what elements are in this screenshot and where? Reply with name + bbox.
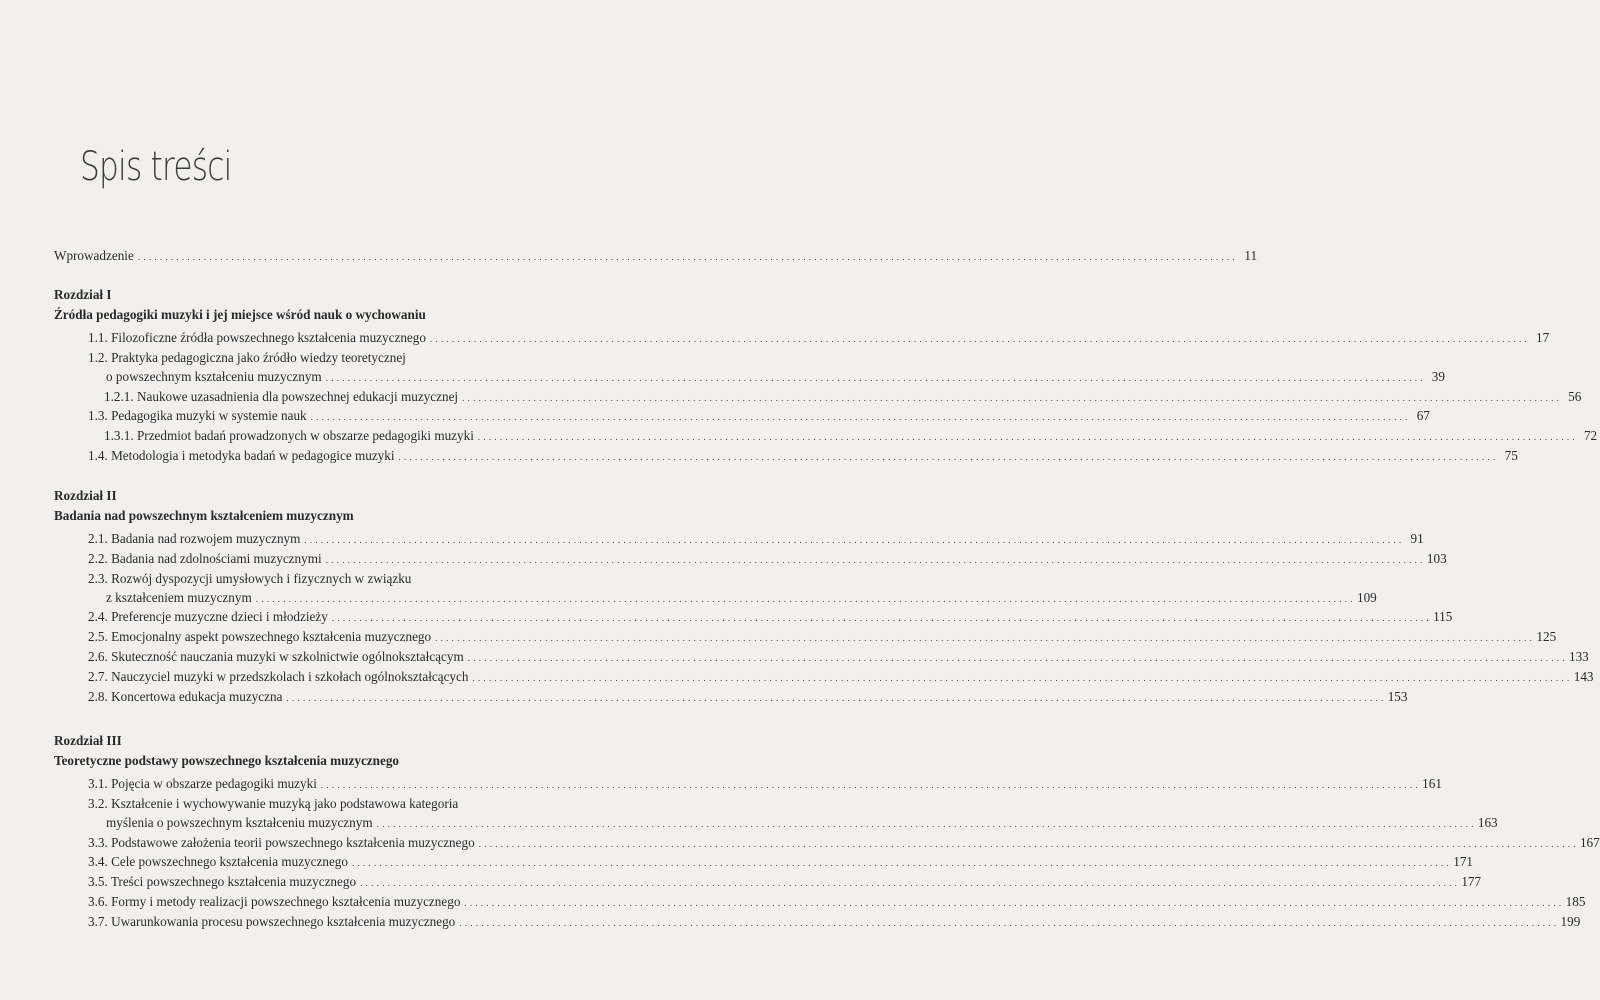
toc-entry-number: 1.1.	[88, 330, 108, 345]
toc-entry-page: 153	[1387, 688, 1408, 704]
toc-entry	[88, 913, 1581, 932]
toc-entry	[106, 368, 1445, 387]
toc-entry	[88, 628, 1557, 647]
toc-entry	[88, 329, 1550, 348]
toc-entry-number: 1.4.	[88, 448, 108, 463]
toc-entry-text-wrap	[88, 688, 282, 706]
toc-entry-text-wrap	[88, 608, 328, 626]
toc-entry-text: Treści powszechnego kształcenia muzycznego	[110, 874, 357, 890]
chapter-label: Rozdział I	[54, 287, 112, 302]
toc-entry-text: Podstawowe założenia teorii powszechnego kształcenia muzycznego	[111, 834, 475, 850]
chapter-label: Rozdział III	[54, 733, 122, 748]
toc-entry-number: 3.6.	[88, 894, 108, 909]
toc-entry-text-wrap	[104, 427, 474, 445]
toc-entry-page: 72	[1583, 428, 1598, 444]
toc-entry-page: 56	[1568, 388, 1582, 404]
toc-entry-number: 3.3.	[88, 834, 108, 850]
leader-dots: . . . . . . . . . . . . . . . . . . . . . . . . . . . . . . . . . . . . . . . . . . . . . . . . . . . . . . . . . . . . . . . . . . . . . . . . . . . . . . . . . . . . . . . . . . . . . . . . . . . . . . . . . . . . . . . . . . . . . . . . . . . . . . . . . . . . . . . . . . . . . . . . . . . . . . . . . . . . . . . . . . . . . . . . . . . . . . . . . . . . . . . . . . . . . . . . . . . . . . . .	[472, 672, 1570, 683]
toc-entry-number: 2.6.	[88, 649, 108, 664]
toc-entry	[88, 688, 1408, 707]
toc-entry-text-wrap	[88, 893, 460, 911]
toc-entry	[88, 893, 1586, 912]
toc-entry	[88, 853, 1474, 872]
toc-entry-text: Naukowe uzasadnienia dla powszechnej edukacji muzycznej	[136, 388, 459, 404]
chapter-title: Badania nad powszechnym kształceniem muzycznym	[54, 508, 354, 523]
toc-entry-number: 1.2.1.	[104, 388, 134, 404]
toc-entry-text: z kształceniem muzycznym	[106, 589, 252, 605]
toc-entry-page: 109	[1356, 589, 1377, 605]
toc-entry-text-wrap	[88, 775, 317, 793]
toc-entry-page: 125	[1536, 629, 1557, 645]
chapter-title: Teoretyczne podstawy powszechnego kształcenia muzycznego	[54, 753, 400, 768]
toc-entry-text: Formy i metody realizacji powszechnego kształcenia muzycznego	[111, 894, 461, 909]
leader-dots: . . . . . . . . . . . . . . . . . . . . . . . . . . . . . . . . . . . . . . . . . . . . . . . . . . . . . . . . . . . . . . . . . . . . . . . . . . . . . . . . . . . . . . . . . . . . . . . . . . . . . . . . . . . . . . . . . . . . . . . . . . . . . . . . . . . . . . . . . . . . . . . . . . . . . . . . . . . . . . . . . . . . . . . . . . . . . . . . . . . . . . . . . . . . . . . . . . . . . . . .	[304, 535, 1402, 545]
toc-entry-page: 185	[1565, 894, 1586, 909]
toc-entry-page: 17	[1536, 330, 1550, 345]
toc-entry-text: Rozwój dyspozycji umysłowych i fizycznych w związku	[111, 570, 412, 586]
toc-entry-text: Badania nad rozwojem muzycznym	[111, 531, 301, 546]
leader-dots: . . . . . . . . . . . . . . . . . . . . . . . . . . . . . . . . . . . . . . . . . . . . . . . . . . . . . . . . . . . . . . . . . . . . . . . . . . . . . . . . . . . . . . . . . . . . . . . . . . . . . . . . . . . . . . . . . . . . . . . . . . . . . . . . . . . . . . . . . . . . . . . . . . . . . . . . . . . . . . . . . . . . . . . . . . . . . . . . . . . . . . . . . . . . . . . . . . . . . . . .	[435, 633, 1533, 644]
toc-entry-number: 2.3.	[88, 570, 108, 586]
toc-entry-number: 1.3.	[88, 408, 108, 424]
toc-entry-text: Nauczyciel muzyki w przedszkolach i szkołach ogólnokształcących	[111, 668, 469, 684]
toc-entry-page: 11	[1244, 248, 1258, 263]
toc-entry-text: Badania nad zdolnościami muzycznymi	[111, 550, 322, 566]
leader-dots: . . . . . . . . . . . . . . . . . . . . . . . . . . . . . . . . . . . . . . . . . . . . . . . . . . . . . . . . . . . . . . . . . . . . . . . . . . . . . . . . . . . . . . . . . . . . . . . . . . . . . . . . . . . . . . . . . . . . . . . . . . . . . . . . . . . . . . . . . . . . . . . . . . . . . . . . . . . . . . . . . . . . . . . . . . . . . . . . . . . . . . . . . . . . . . . . . . . . . . . .	[429, 334, 1528, 344]
toc-entry	[88, 530, 1424, 549]
toc-entry-text: Koncertowa edukacja muzyczna	[111, 688, 283, 704]
leader-dots: . . . . . . . . . . . . . . . . . . . . . . . . . . . . . . . . . . . . . . . . . . . . . . . . . . . . . . . . . . . . . . . . . . . . . . . . . . . . . . . . . . . . . . . . . . . . . . . . . . . . . . . . . . . . . . . . . . . . . . . . . . . . . . . . . . . . . . . . . . . . . . . . . . . . . . . . . . . . . . . . . . . . . . . . . . . . . . . . . . . . . . . . . . . . . . . . . . . . . . . .	[464, 898, 1562, 908]
toc-entry-number: 1.2.	[88, 349, 108, 365]
toc-entry-text: Uwarunkowania procesu powszechnego kształcenia muzycznego	[111, 913, 456, 929]
toc-entry-number: 3.2.	[88, 795, 108, 811]
leader-dots: . . . . . . . . . . . . . . . . . . . . . . . . . . . . . . . . . . . . . . . . . . . . . . . . . . . . . . . . . . . . . . . . . . . . . . . . . . . . . . . . . . . . . . . . . . . . . . . . . . . . . . . . . . . . . . . . . . . . . . . . . . . . . . . . . . . . . . . . . . . . . . . . . . . . . . . . . . . . . . . . . . . . . . . . . . . . . . . . . . . . . . . . . . . . . . . . . . . . . . . .	[478, 838, 1576, 849]
toc-entry	[54, 247, 1258, 266]
toc-entry-number: 2.1.	[88, 531, 108, 546]
leader-dots: . . . . . . . . . . . . . . . . . . . . . . . . . . . . . . . . . . . . . . . . . . . . . . . . . . . . . . . . . . . . . . . . . . . . . . . . . . . . . . . . . . . . . . . . . . . . . . . . . . . . . . . . . . . . . . . . . . . . . . . . . . . . . . . . . . . . . . . . . . . . . . . . . . . . . . . . . . . . . . . . . . . . . . . . . . . . . . . . . . . . . . . . . . . . . . . . . . . . . . . .	[255, 593, 1353, 604]
toc-entry-line	[88, 570, 411, 588]
toc-entry-number: 2.2.	[88, 550, 108, 566]
toc-entry	[88, 873, 1482, 892]
toc-entry-number: 3.4.	[88, 854, 108, 870]
toc-entry	[104, 388, 1582, 407]
toc-entry	[88, 648, 1589, 667]
toc-entry	[88, 608, 1453, 627]
toc-entry-text: Emocjonalny aspekt powszechnego kształcenia muzycznego	[111, 629, 432, 645]
toc-entry-page: 75	[1504, 448, 1518, 463]
toc-entry	[106, 589, 1377, 608]
toc-entry-text-wrap	[104, 388, 458, 406]
toc-entry-text: Metodologia i metodyka badań w pedagogice muzyki	[111, 448, 395, 463]
toc-entry	[104, 427, 1598, 446]
toc-entry-page: 91	[1410, 531, 1424, 546]
toc-entry-text-wrap	[88, 648, 464, 666]
toc-entry-text-wrap	[88, 550, 322, 568]
leader-dots: . . . . . . . . . . . . . . . . . . . . . . . . . . . . . . . . . . . . . . . . . . . . . . . . . . . . . . . . . . . . . . . . . . . . . . . . . . . . . . . . . . . . . . . . . . . . . . . . . . . . . . . . . . . . . . . . . . . . . . . . . . . . . . . . . . . . . . . . . . . . . . . . . . . . . . . . . . . . . . . . . . . . . . . . . . . . . . . . . . . . . . . . . . . . . . . . . . . . . . . .	[331, 613, 1430, 624]
leader-dots: . . . . . . . . . . . . . . . . . . . . . . . . . . . . . . . . . . . . . . . . . . . . . . . . . . . . . . . . . . . . . . . . . . . . . . . . . . . . . . . . . . . . . . . . . . . . . . . . . . . . . . . . . . . . . . . . . . . . . . . . . . . . . . . . . . . . . . . . . . . . . . . . . . . . . . . . . . . . . . . . . . . . . . . . . . . . . . . . . . . . . . . . . . . . . . . . . . . . . . . .	[286, 692, 1384, 703]
toc-entry	[88, 447, 1518, 466]
toc-entry	[106, 814, 1498, 833]
leader-dots: . . . . . . . . . . . . . . . . . . . . . . . . . . . . . . . . . . . . . . . . . . . . . . . . . . . . . . . . . . . . . . . . . . . . . . . . . . . . . . . . . . . . . . . . . . . . . . . . . . . . . . . . . . . . . . . . . . . . . . . . . . . . . . . . . . . . . . . . . . . . . . . . . . . . . . . . . . . . . . . . . . . . . . . . . . . . . . . . . . . . . . . . . . . . . . . . . . . . . . . .	[320, 780, 1419, 790]
toc-entry-text: Pojęcia w obszarze pedagogiki muzyki	[111, 776, 317, 791]
toc-entry-page: 133	[1568, 649, 1589, 664]
toc-entry-text: Przedmiot badań prowadzonych w obszarze pedagogiki muzyki	[136, 428, 474, 444]
leader-dots: . . . . . . . . . . . . . . . . . . . . . . . . . . . . . . . . . . . . . . . . . . . . . . . . . . . . . . . . . . . . . . . . . . . . . . . . . . . . . . . . . . . . . . . . . . . . . . . . . . . . . . . . . . . . . . . . . . . . . . . . . . . . . . . . . . . . . . . . . . . . . . . . . . . . . . . . . . . . . . . . . . . . . . . . . . . . . . . . . . . . . . . . . . . . . . . . . . . . . . . .	[360, 878, 1458, 889]
toc-entry-number: 1.3.1.	[104, 428, 134, 444]
toc-entry-number: 2.8.	[88, 688, 108, 704]
leader-dots: . . . . . . . . . . . . . . . . . . . . . . . . . . . . . . . . . . . . . . . . . . . . . . . . . . . . . . . . . . . . . . . . . . . . . . . . . . . . . . . . . . . . . . . . . . . . . . . . . . . . . . . . . . . . . . . . . . . . . . . . . . . . . . . . . . . . . . . . . . . . . . . . . . . . . . . . . . . . . . . . . . . . . . . . . . . . . . . . . . . . . . . . . . . . . . . . . . . . . . . .	[376, 818, 1474, 829]
toc-entry-text: Pedagogika muzyki w systemie nauk	[111, 408, 307, 424]
page-title: Spis treści	[80, 144, 232, 190]
toc-entry-text-wrap	[88, 913, 455, 931]
toc-entry-text-wrap	[88, 834, 475, 852]
toc-entry-page: 167	[1579, 834, 1600, 850]
toc-entry-text: Filozoficzne źródła powszechnego kształcenia muzycznego	[111, 330, 426, 345]
leader-dots: . . . . . . . . . . . . . . . . . . . . . . . . . . . . . . . . . . . . . . . . . . . . . . . . . . . . . . . . . . . . . . . . . . . . . . . . . . . . . . . . . . . . . . . . . . . . . . . . . . . . . . . . . . . . . . . . . . . . . . . . . . . . . . . . . . . . . . . . . . . . . . . . . . . . . . . . . . . . . . . . . . . . . . . . . . . . . . . . . . . . . . . . . . . . . . . . . . . . . . . .	[459, 917, 1557, 928]
toc-entry-number: 3.7.	[88, 913, 108, 929]
toc-entry-number: 3.5.	[88, 874, 108, 890]
toc-entry-page: 163	[1477, 814, 1498, 830]
toc-entry-number: 2.7.	[88, 668, 108, 684]
toc-entry	[88, 834, 1600, 853]
toc-entry-page: 161	[1422, 776, 1442, 791]
toc-entry-text-wrap	[88, 853, 348, 871]
toc-entry-text-wrap	[88, 628, 431, 646]
toc-entry-page: 115	[1433, 609, 1453, 625]
leader-dots: . . . . . . . . . . . . . . . . . . . . . . . . . . . . . . . . . . . . . . . . . . . . . . . . . . . . . . . . . . . . . . . . . . . . . . . . . . . . . . . . . . . . . . . . . . . . . . . . . . . . . . . . . . . . . . . . . . . . . . . . . . . . . . . . . . . . . . . . . . . . . . . . . . . . . . . . . . . . . . . . . . . . . . . . . . . . . . . . . . . . . . . . . . . . . . . . . . . . . . . .	[467, 653, 1565, 663]
toc-entry-text-wrap	[88, 668, 468, 686]
toc-entry	[88, 775, 1442, 794]
toc-entry-text: Cele powszechnego kształcenia muzycznego	[111, 854, 348, 870]
leader-dots: . . . . . . . . . . . . . . . . . . . . . . . . . . . . . . . . . . . . . . . . . . . . . . . . . . . . . . . . . . . . . . . . . . . . . . . . . . . . . . . . . . . . . . . . . . . . . . . . . . . . . . . . . . . . . . . . . . . . . . . . . . . . . . . . . . . . . . . . . . . . . . . . . . . . . . . . . . . . . . . . . . . . . . . . . . . . . . . . . . . . . . . . . . . . . . . . . . . . . . . .	[398, 452, 1496, 462]
toc-entry-page: 177	[1461, 874, 1482, 890]
toc-entry-page: 199	[1560, 913, 1581, 929]
toc-entry-line	[88, 349, 406, 367]
toc-entry-text-wrap	[88, 530, 300, 548]
toc-entry-number: 2.4.	[88, 609, 108, 625]
toc-entry-text: Praktyka pedagogiczna jako źródło wiedzy teoretycznej	[111, 349, 406, 365]
toc-entry-text: myślenia o powszechnym kształceniu muzycznym	[106, 814, 373, 830]
leader-dots: . . . . . . . . . . . . . . . . . . . . . . . . . . . . . . . . . . . . . . . . . . . . . . . . . . . . . . . . . . . . . . . . . . . . . . . . . . . . . . . . . . . . . . . . . . . . . . . . . . . . . . . . . . . . . . . . . . . . . . . . . . . . . . . . . . . . . . . . . . . . . . . . . . . . . . . . . . . . . . . . . . . . . . . . . . . . . . . . . . . . . . . . . . . . . . . . . . . . . . . .	[351, 858, 1450, 869]
toc-entry-page: 143	[1573, 668, 1594, 684]
toc-entry-line	[88, 795, 458, 813]
toc-entry-text-wrap	[88, 873, 356, 891]
leader-dots: . . . . . . . . . . . . . . . . . . . . . . . . . . . . . . . . . . . . . . . . . . . . . . . . . . . . . . . . . . . . . . . . . . . . . . . . . . . . . . . . . . . . . . . . . . . . . . . . . . . . . . . . . . . . . . . . . . . . . . . . . . . . . . . . . . . . . . . . . . . . . . . . . . . . . . . . . . . . . . . . . . . . . . . . . . . . . . . . . . . . . . . . . . . . . . . . . . . . . . . .	[325, 554, 1423, 565]
leader-dots: . . . . . . . . . . . . . . . . . . . . . . . . . . . . . . . . . . . . . . . . . . . . . . . . . . . . . . . . . . . . . . . . . . . . . . . . . . . . . . . . . . . . . . . . . . . . . . . . . . . . . . . . . . . . . . . . . . . . . . . . . . . . . . . . . . . . . . . . . . . . . . . . . . . . . . . . . . . . . . . . . . . . . . . . . . . . . . . . . . . . . . . . . . . . . . . . . . . . . . . .	[462, 392, 1560, 403]
toc-entry-text-wrap	[88, 407, 307, 425]
toc-entry	[88, 550, 1447, 569]
chapter-title: Źródła pedagogiki muzyki i jej miejsce wśród nauk o wychowaniu	[54, 307, 426, 322]
toc-entry-page: 103	[1426, 550, 1447, 566]
toc-entry-text: Wprowadzenie	[54, 248, 134, 263]
leader-dots: . . . . . . . . . . . . . . . . . . . . . . . . . . . . . . . . . . . . . . . . . . . . . . . . . . . . . . . . . . . . . . . . . . . . . . . . . . . . . . . . . . . . . . . . . . . . . . . . . . . . . . . . . . . . . . . . . . . . . . . . . . . . . . . . . . . . . . . . . . . . . . . . . . . . . . . . . . . . . . . . . . . . . . . . . . . . . . . . . . . . . . . . . . . . . . . . . . . . . . . .	[310, 412, 1408, 423]
toc-entry-text-wrap	[88, 447, 395, 465]
toc-entry-text-wrap	[88, 329, 426, 347]
toc-entry-page: 39	[1431, 368, 1445, 384]
chapter-label: Rozdział II	[54, 488, 117, 503]
toc-entry-page: 171	[1453, 854, 1474, 870]
toc-entry	[88, 407, 1430, 426]
leader-dots: . . . . . . . . . . . . . . . . . . . . . . . . . . . . . . . . . . . . . . . . . . . . . . . . . . . . . . . . . . . . . . . . . . . . . . . . . . . . . . . . . . . . . . . . . . . . . . . . . . . . . . . . . . . . . . . . . . . . . . . . . . . . . . . . . . . . . . . . . . . . . . . . . . . . . . . . . . . . . . . . . . . . . . . . . . . . . . . . . . . . . . . . . . . . . . . . . . . . . . . .	[477, 432, 1576, 443]
toc-entry-page: 67	[1416, 408, 1430, 424]
toc-entry-text: Preferencje muzyczne dzieci i młodzieży	[111, 609, 328, 625]
toc-entry-number: 3.1.	[88, 776, 108, 791]
leader-dots: . . . . . . . . . . . . . . . . . . . . . . . . . . . . . . . . . . . . . . . . . . . . . . . . . . . . . . . . . . . . . . . . . . . . . . . . . . . . . . . . . . . . . . . . . . . . . . . . . . . . . . . . . . . . . . . . . . . . . . . . . . . . . . . . . . . . . . . . . . . . . . . . . . . . . . . . . . . . . . . . . . . . . . . . . . . . . . . . . . . . . . . . . . . . . . . . . . . . . . . .	[137, 252, 1236, 262]
toc-entry	[88, 668, 1594, 687]
leader-dots: . . . . . . . . . . . . . . . . . . . . . . . . . . . . . . . . . . . . . . . . . . . . . . . . . . . . . . . . . . . . . . . . . . . . . . . . . . . . . . . . . . . . . . . . . . . . . . . . . . . . . . . . . . . . . . . . . . . . . . . . . . . . . . . . . . . . . . . . . . . . . . . . . . . . . . . . . . . . . . . . . . . . . . . . . . . . . . . . . . . . . . . . . . . . . . . . . . . . . . . .	[325, 372, 1423, 383]
toc-entry-text: o powszechnym kształceniu muzycznym	[106, 368, 322, 384]
toc-entry-text: Kształcenie i wychowywanie muzyką jako podstawowa kategoria	[111, 795, 459, 811]
toc-entry-number: 2.5.	[88, 629, 108, 645]
toc-entry-text: Skuteczność nauczania muzyki w szkolnictwie ogólnokształcącym	[111, 649, 464, 664]
